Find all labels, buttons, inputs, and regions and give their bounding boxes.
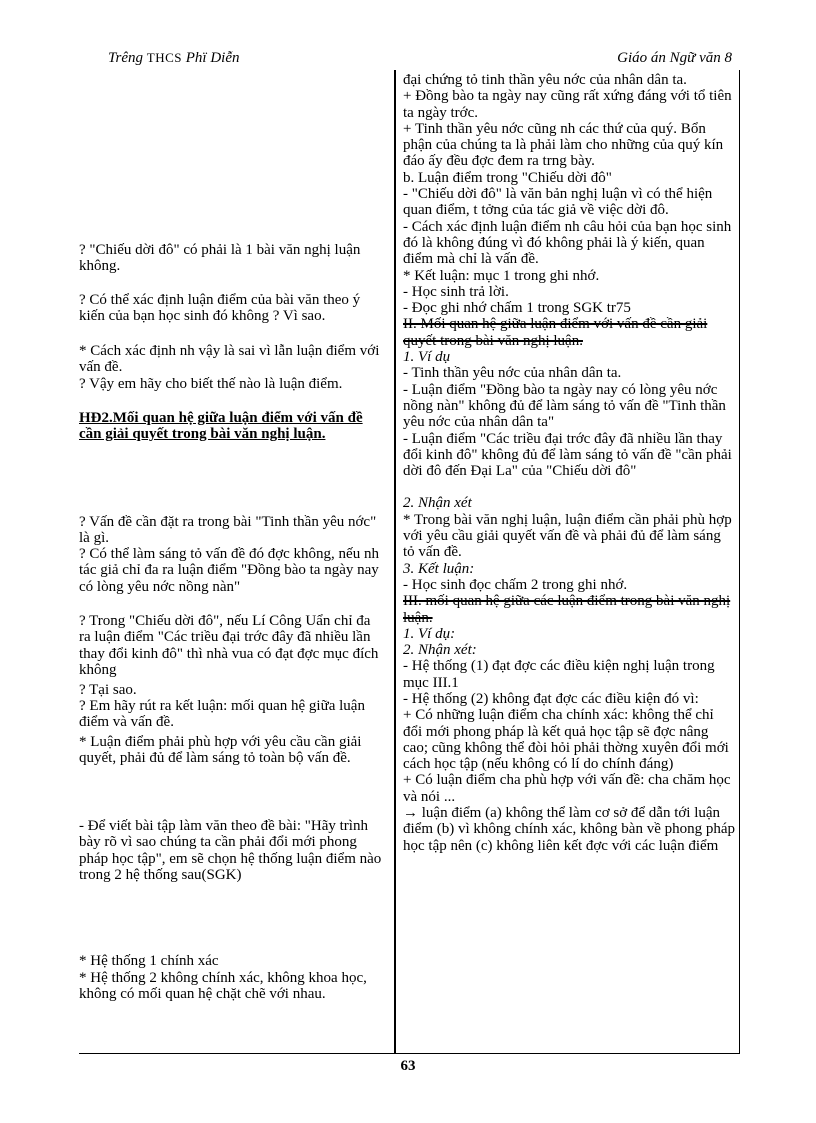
content-line: * Trong bài văn nghị luận, luận điểm cần phải phù hợp với yêu cầu giải quyết vấn đề và phải đủ để làm sáng tỏ vấn đề. — [403, 511, 732, 561]
spacer — [403, 479, 735, 495]
content-text: luận điểm (a) không thể làm cơ sở để dẫn tới luận điểm (b) vì không chính xác, không bàn về phong pháp học tập nên (c) không liên kết đợc với các luận điểm — [403, 805, 736, 854]
question: ? Vậy em hãy cho biết thế nào là luận điểm. — [79, 376, 343, 392]
question: ? Vấn đề cần đặt ra trong bài "Tinh thần yêu nớc" là gì. — [79, 514, 377, 547]
page-number: 63 — [400, 1058, 416, 1074]
subheading: 1. Ví dụ: — [403, 625, 456, 642]
header-school-name: Phï Diễn — [185, 50, 240, 66]
content-line: b. Luận điểm trong "Chiếu dời đô" — [403, 169, 612, 186]
note: * Luận điểm phải phù hợp với yêu cầu cần giải quyết, phải đủ để làm sáng tỏ toàn bộ vấn đề. — [79, 734, 362, 767]
activity-heading: HĐ2.Mối quan hệ giữa luận điểm với vấn đề cần giải quyết trong bài văn nghị luận. — [79, 410, 363, 443]
content-line: - Cách xác định luận điểm nh câu hỏi của bạn học sinh đó là không đúng vì đó không phải là ý kiến, quan điểm mà chỉ là vấn đề. — [403, 218, 732, 268]
content-column — [403, 72, 735, 854]
header-school-prefix: Trêng — [108, 50, 144, 66]
subheading: 2. Nhận xét: — [403, 642, 477, 659]
section-heading: II. Mối quan hệ giữa luận điểm với vấn đề cần giải quyết trong bài văn nghị luận. — [403, 316, 708, 349]
content-line: - Luận điểm "Các triều đại trớc đây đã nhiều lần thay đổi kinh đô" không đủ để làm sáng tỏ vấn đề "cần phải dời đô đến Đại La" của "Chiếu dời đô" — [403, 430, 732, 480]
question: ? Trong "Chiếu dời đô", nếu Lí Công Uẩn chỉ đa ra luận điểm "Các triều đại trớc đây đã nhiều lần thay đổi kinh đô" thì nhà vua có đạt đợc mục đích không — [79, 613, 379, 678]
content-line — [403, 805, 735, 854]
content-line: - Hệ thống (2) không đạt đợc các điều kiện đó vì: — [403, 690, 699, 707]
arrow-icon: → — [403, 805, 418, 822]
column-divider — [394, 70, 396, 1054]
content-line: - Đọc ghi nhớ chấm 1 trong SGK tr75 — [403, 300, 631, 317]
content-line: - Học sinh đọc chấm 2 trong ghi nhớ. — [403, 576, 628, 593]
content-line: - Hệ thống (1) đạt đợc các điều kiện nghị luận trong mục III.1 — [403, 658, 715, 691]
content-line: + Có luận điểm cha phù hợp với vấn đề: cha chăm học và nói ... — [403, 772, 731, 805]
page-header — [80, 50, 736, 70]
question: ? Tại sao. — [79, 682, 137, 698]
subheading: 3. Kết luận: — [403, 560, 475, 577]
subheading: 1. Ví dụ — [403, 349, 451, 366]
question: ? Em hãy rút ra kết luận: mối quan hệ giữa luận điểm và vấn đề. — [79, 698, 365, 731]
header-subject: Giáo án Ngữ văn 8 — [617, 50, 732, 66]
content-line: * Kết luận: mục 1 trong ghi nhớ. — [403, 267, 600, 284]
section-heading: III. mối quan hệ giữa các luận điểm trong bài văn nghị luận. — [403, 593, 731, 626]
header-school-type: THCS — [146, 50, 182, 65]
content-line: + Có những luận điểm cha chính xác: không thể chỉ đổi mới phong pháp là kết quả học tập sẽ đợc nâng cao; cũng không thể đòi hỏi phải thờng xuyên đổi mới cách học tập (nếu không có lí do chính đáng) — [403, 707, 729, 773]
content-line: + Đồng bào ta ngày nay cũng rất xứng đáng với tổ tiên ta ngày trớc. — [403, 88, 732, 121]
content-line: - Luận điểm "Đồng bào ta ngày nay có lòng yêu nớc nồng nàn" không đủ để làm sáng tỏ vấn đề "Tinh thần yêu nớc của nhân dân ta" — [403, 381, 726, 431]
content-line: + Tinh thần yêu nớc cũng nh các thứ của quý. Bổn phận của chúng ta là phải làm cho những của quý kín đáo ấy đều đợc đem ra trng bày. — [403, 120, 724, 170]
table-bottom-rule — [79, 1053, 739, 1054]
content-line: đại chứng tỏ tinh thần yêu nớc của nhân dân ta. — [403, 72, 687, 88]
question: ? "Chiếu dời đô" có phải là 1 bài văn nghị luận không. — [79, 242, 361, 275]
header-school — [108, 50, 240, 67]
note: * Cách xác định nh vậy là sai vì lẫn luận điểm với vấn đề. — [79, 343, 380, 376]
question: ? Có thể xác định luận điểm của bài văn theo ý kiến của bạn học sinh đó không ? Vì sao. — [79, 292, 361, 325]
subheading: 2. Nhận xét — [403, 495, 472, 512]
content-line: - Tinh thần yêu nớc của nhân dân ta. — [403, 365, 622, 382]
content-line: - Học sinh trả lời. — [403, 283, 509, 300]
answer: * Hệ thống 2 không chính xác, không khoa học, không có mối quan hệ chặt chẽ với nhau. — [79, 970, 367, 1003]
content-line: - "Chiếu dời đô" là văn bản nghị luận vì có thể hiện quan điểm, t tởng của tác giả về việc dời đô. — [403, 186, 713, 219]
question: ? Có thể làm sáng tỏ vấn đề đó đợc không, nếu nh tác giả chỉ đa ra luận điểm "Đồng bào ta ngày nay có lòng yêu nớc nồng nàn" — [79, 546, 379, 595]
task: - Để viết bài tập làm văn theo đề bài: "Hãy trình bày rõ vì sao chúng ta cần phải đổi mới phong pháp học tập", em sẽ chọn hệ thống luận điểm nào trong 2 hệ thống sau(SGK) — [79, 818, 382, 883]
answer: * Hệ thống 1 chính xác — [79, 953, 219, 969]
